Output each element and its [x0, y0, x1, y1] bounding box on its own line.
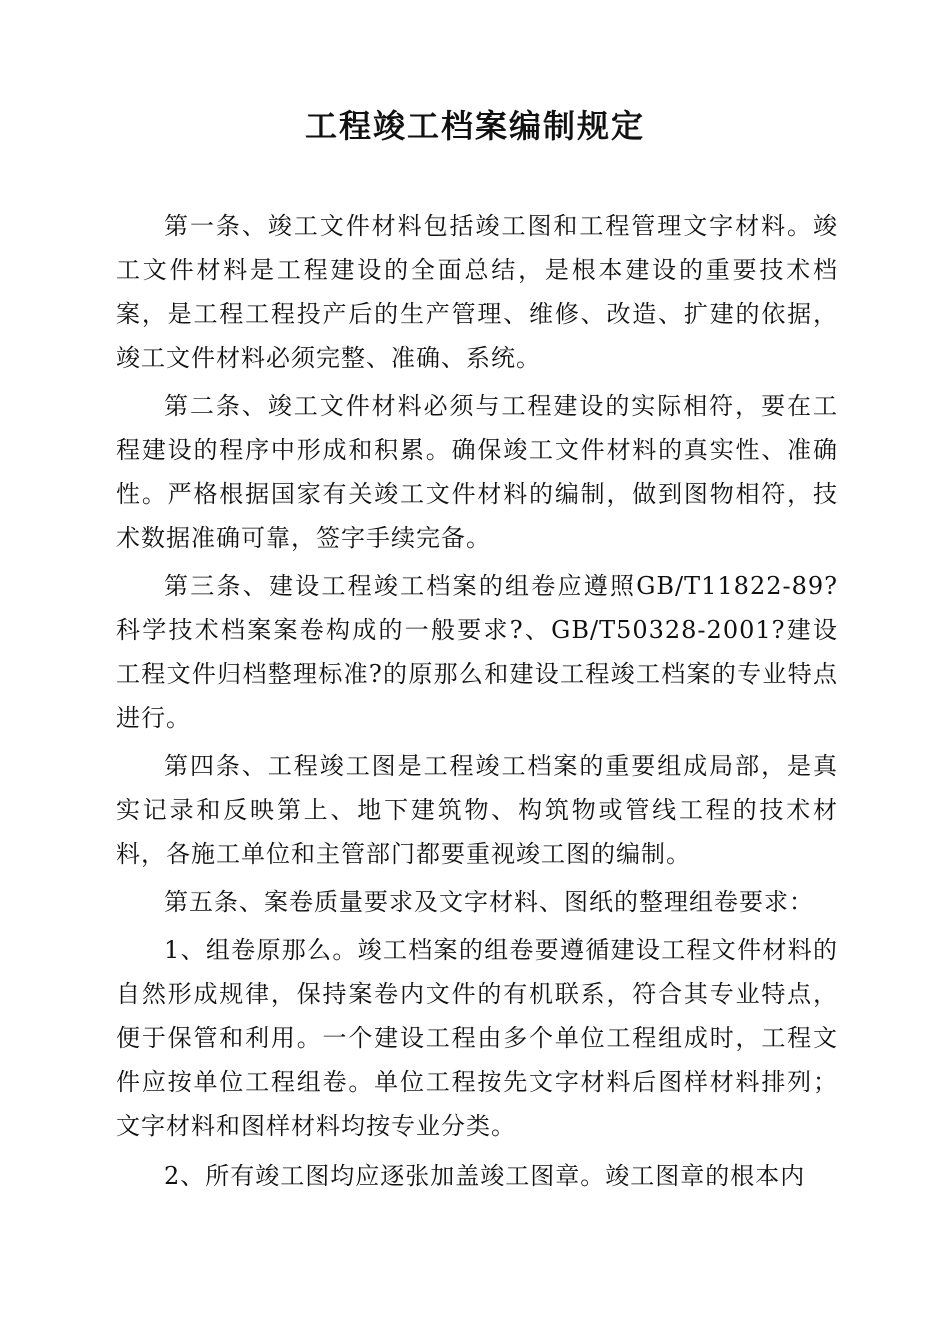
- paragraph-article-1: 第一条、竣工文件材料包括竣工图和工程管理文字材料。竣工文件材料是工程建设的全面总结，是根本建设的重要技术档案，是工程工程投产后的生产管理、维修、改造、扩建的依据，竣工文件材料必须完整、准确、系统。: [116, 212, 838, 372]
- paragraph-article-4: 第四条、工程竣工图是工程竣工档案的重要组成局部，是真实记录和反映第上、地下建筑物、构筑物或管线工程的技术材料，各施工单位和主管部门都要重视竣工图的编制。: [116, 752, 838, 868]
- paragraph-article-5: 第五条、案卷质量要求及文字材料、图纸的整理组卷要求：: [164, 888, 814, 916]
- paragraph-item-1: 1、组卷原那么。竣工档案的组卷要遵循建设工程文件材料的自然形成规律，保持案卷内文件的有机联系，符合其专业特点，便于保管和利用。一个建设工程由多个单位工程组成时，工程文件应按单位工程组卷。单位工程按先文字材料后图样材料排列；文字材料和图样材料均按专业分类。: [116, 936, 838, 1140]
- paragraph-article-2: 第二条、竣工文件材料必须与工程建设的实际相符，要在工程建设的程序中形成和积累。确保竣工文件材料的真实性、准确性。严格根据国家有关竣工文件材料的编制，做到图物相符，技术数据准确可靠，签字手续完备。: [116, 392, 838, 552]
- document-title: 工程竣工档案编制规定: [304, 107, 645, 145]
- paragraph-article-3: 第三条、建设工程竣工档案的组卷应遵照GB/T11822-89?科学技术档案案卷构成的一般要求?、GB/T50328-2001?建设工程文件归档整理标准?的原那么和建设工程竣工档案的专业特点进行。: [116, 572, 838, 732]
- document-body: [116, 204, 838, 1202]
- paragraph-item-2: 2、所有竣工图均应逐张加盖竣工图章。竣工图章的根本内: [164, 1162, 806, 1190]
